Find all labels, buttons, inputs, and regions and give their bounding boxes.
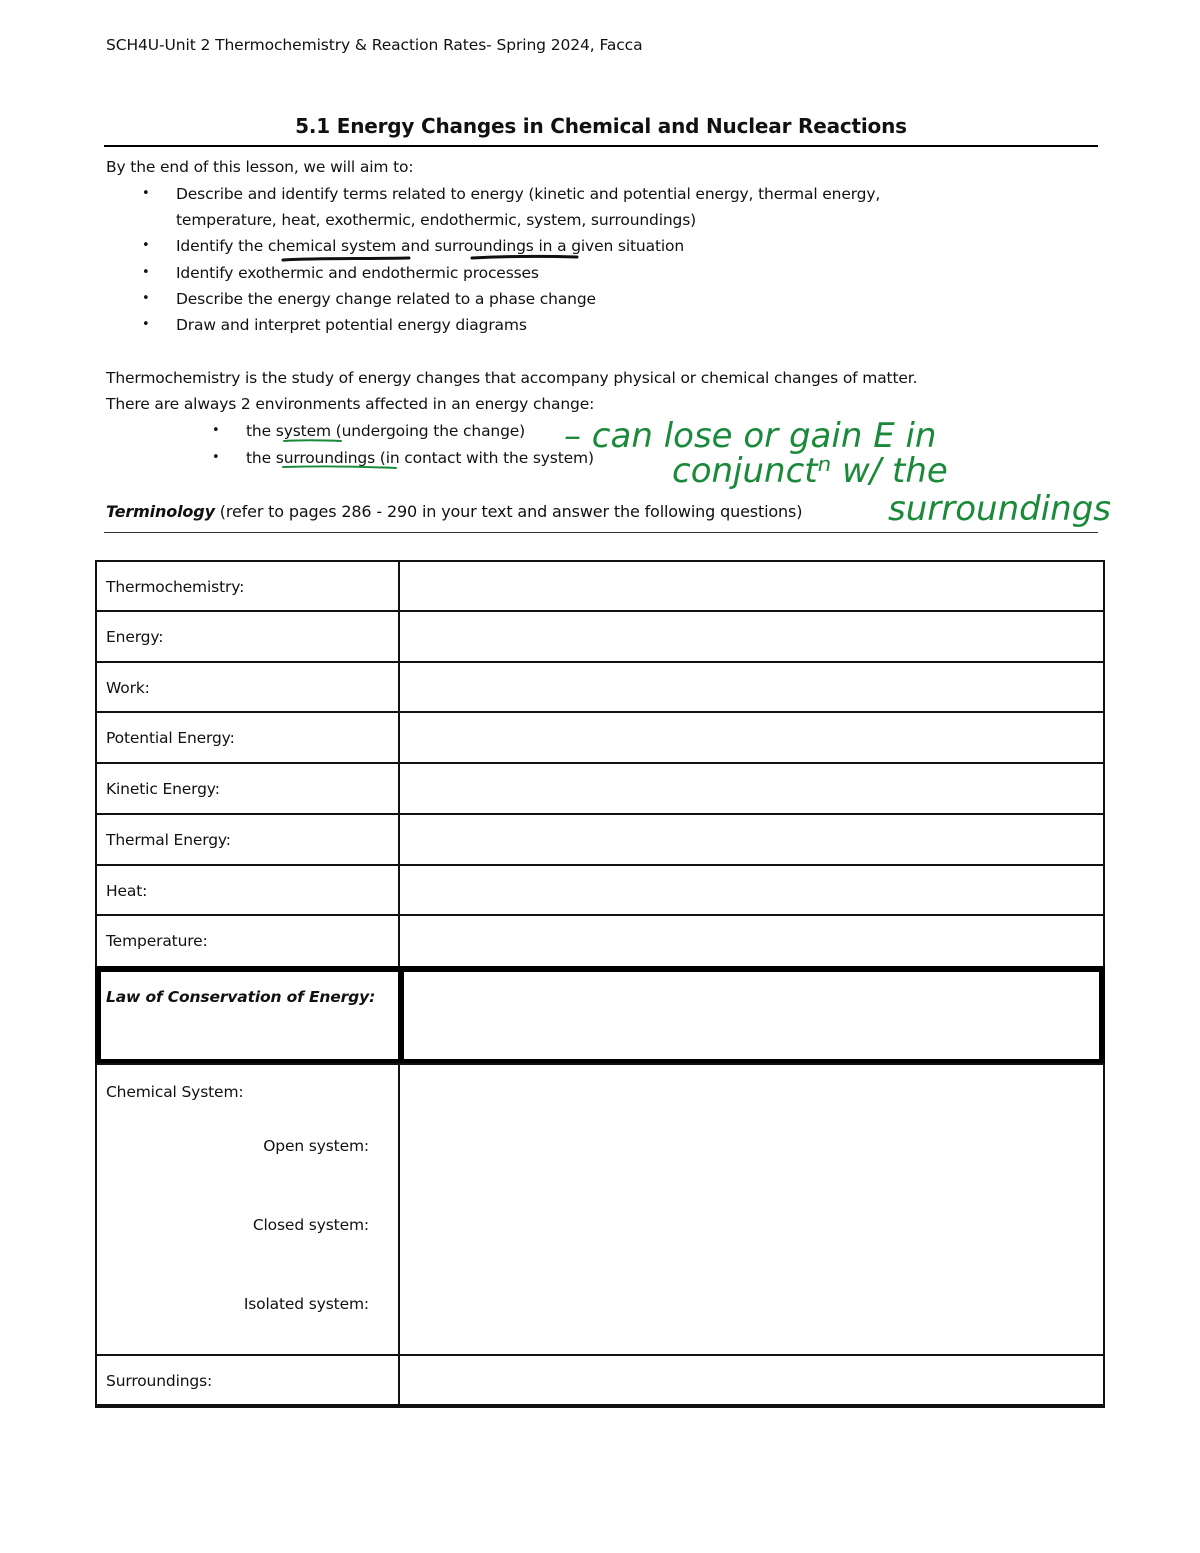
objective-text: Identify the chemical system and surroundings in a given situation: [176, 237, 685, 255]
column-divider: [398, 1065, 400, 1354]
table-row: [95, 813, 1105, 866]
table-row: [95, 1354, 1105, 1408]
column-divider: [398, 764, 400, 813]
column-divider: [398, 916, 400, 966]
table-row: [95, 914, 1105, 968]
terminology-heading: Terminology (refer to pages 286 - 290 in your text and answer the following questions): [106, 502, 803, 521]
table-row: [95, 864, 1105, 916]
table-row: [95, 610, 1105, 663]
term-label: Energy:: [106, 628, 164, 646]
term-label: Thermochemistry:: [106, 578, 245, 596]
table-row: [95, 560, 1105, 612]
column-divider: [398, 972, 404, 1059]
underline-mark-chemical-system: [283, 258, 409, 260]
table-row: [95, 661, 1105, 713]
lesson-title: 5.1 Energy Changes in Chemical and Nuclear Reactions: [295, 114, 907, 138]
underline-mark-system: [284, 440, 341, 441]
term-label: Chemical System:: [106, 1083, 244, 1101]
environment-text: the system (undergoing the change): [246, 422, 526, 440]
term-label: Work:: [106, 679, 150, 697]
surroundings-term: surroundings: [275, 449, 376, 467]
column-divider: [398, 612, 400, 661]
term-sublabel: Isolated system:: [243, 1295, 369, 1313]
handwritten-note-line1: – can lose or gain E in: [564, 416, 937, 456]
objective-text: Identify exothermic and endothermic processes: [176, 264, 539, 282]
term-label: Surroundings:: [106, 1372, 213, 1390]
term-label: Law of Conservation of Energy:: [106, 988, 376, 1006]
column-divider: [398, 866, 400, 914]
table-row-highlighted: [95, 966, 1105, 1065]
table-row: [95, 711, 1105, 764]
handwritten-note-line2: conjunctⁿ w/ the: [672, 451, 948, 491]
handwritten-note-line3: surroundings: [888, 489, 1111, 529]
environment-text: the surroundings (in contact with the system): [246, 449, 594, 467]
objective-text: Draw and interpret potential energy diagrams: [176, 316, 527, 334]
term-label: Temperature:: [106, 932, 208, 950]
surroundings-term: surroundings: [434, 237, 534, 255]
term-sublabel: Closed system:: [252, 1216, 369, 1234]
objective-text-continued: temperature, heat, exothermic, endothermic, system, surroundings): [176, 211, 697, 229]
environments-intro: There are always 2 environments affected in an energy change:: [106, 395, 595, 413]
column-divider: [398, 562, 400, 610]
column-divider: [398, 815, 400, 864]
term-sublabel: Open system:: [263, 1137, 369, 1155]
underline-mark-surroundings: [472, 256, 577, 258]
term-label: Potential Energy:: [106, 729, 235, 747]
objectives-intro: By the end of this lesson, we will aim to:: [106, 158, 414, 176]
thermochemistry-definition: Thermochemistry is the study of energy changes that accompany physical or chemical changes of matter.: [106, 369, 918, 387]
objective-text: Describe the energy change related to a phase change: [176, 290, 596, 308]
column-divider: [398, 713, 400, 762]
term-label: Kinetic Energy:: [106, 780, 220, 798]
page-header: SCH4U-Unit 2 Thermochemistry & Reaction Rates- Spring 2024, Facca: [106, 36, 643, 54]
objective-text: Describe and identify terms related to energy (kinetic and potential energy, thermal energy,: [176, 185, 881, 203]
table-row: [95, 1063, 1105, 1356]
chemical-system-term: chemical system: [267, 237, 397, 255]
system-term: system: [275, 422, 331, 440]
column-divider: [398, 1356, 400, 1404]
term-label: Heat:: [106, 882, 148, 900]
column-divider: [398, 663, 400, 711]
underline-mark-surroundings-2: [283, 466, 396, 468]
table-row: [95, 762, 1105, 815]
term-label: Thermal Energy:: [106, 831, 231, 849]
